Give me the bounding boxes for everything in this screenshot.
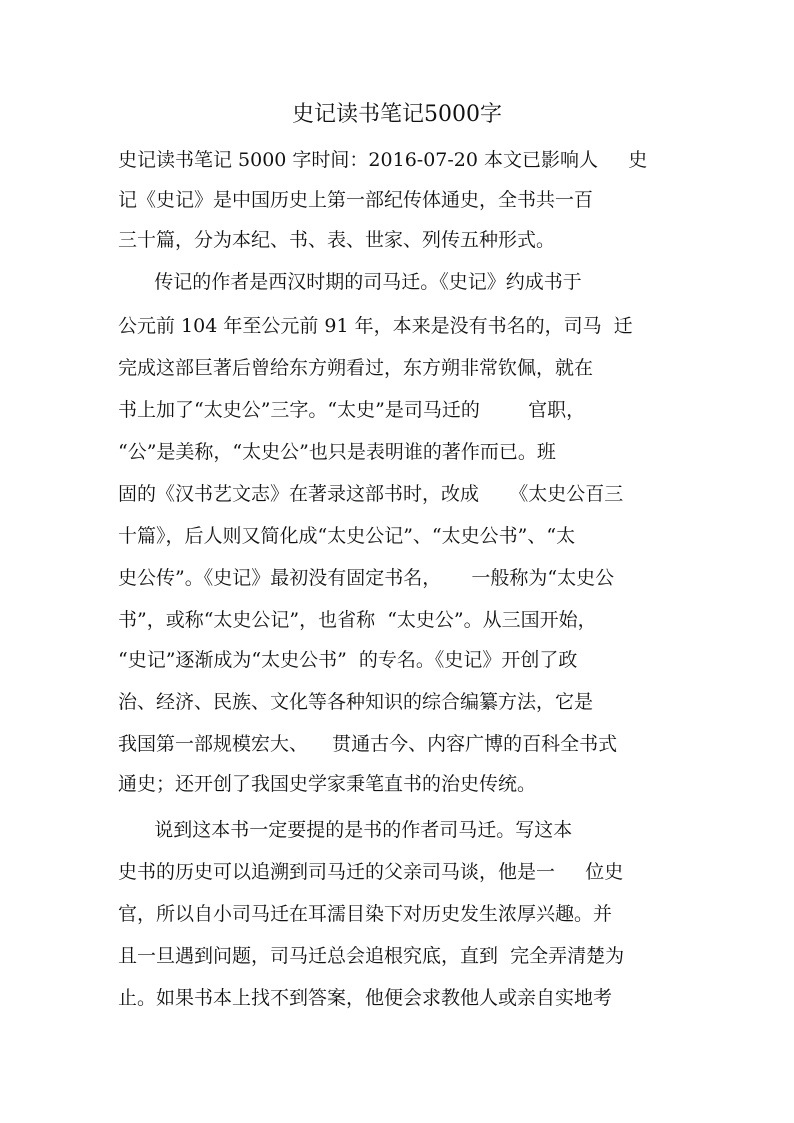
document-title: 史记读书笔记5000字 xyxy=(292,102,502,127)
body-line: 书上加了“太史公”三字。“太史”是司马迁的 官职， xyxy=(118,399,586,421)
body-line: “公”是美称，“太史公”也只是表明谁的著作而已。班 xyxy=(118,441,556,463)
body-line: 说到这本书一定要提的是书的作者司马迁。写这本 xyxy=(118,819,573,841)
body-line: 传记的作者是西汉时期的司马迁。《史记》约成书于 xyxy=(118,271,582,293)
body-line: 史书的历史可以追溯到司马迁的父亲司马谈，他是一 位史 xyxy=(118,861,624,883)
body-line: 我国第一部规模宏大、 贯通古今、内容广博的百科全书式 xyxy=(118,733,618,755)
body-line: 书”，或称“太史公记”，也省称 “太史公”。从三国开始， xyxy=(118,609,597,631)
body-line: 史公传”。《史记》最初没有固定书名， 一般称为“太史公 xyxy=(118,567,615,589)
body-line: 通史；还开创了我国史学家秉笔直书的治史传统。 xyxy=(118,773,537,795)
body-line: 完成这部巨著后曾给东方朔看过，东方朔非常钦佩，就在 xyxy=(118,357,594,379)
body-line: 固的《汉书艺文志》在著录这部书时，改成 《太史公百三 xyxy=(118,483,624,505)
body-line: “史记”逐渐成为“太史公书” 的专名。《史记》开创了政 xyxy=(118,649,578,671)
body-line: 史记读书笔记 5000 字时间：2016-07-20 本文已影响人 史 xyxy=(118,149,648,171)
body-line: 记《史记》是中国历史上第一部纪传体通史，全书共一百 xyxy=(118,189,594,211)
body-line: 官，所以自小司马迁在耳濡目染下对历史发生浓厚兴趣。并 xyxy=(118,903,613,925)
body-line: 十篇》，后人则又简化成“太史公记”、“太史公书”、“太 xyxy=(118,525,576,547)
body-line: 且一旦遇到问题，司马迁总会追根究底，直到 完全弄清楚为 xyxy=(118,945,625,967)
body-line: 治、经济、民族、文化等各种知识的综合编纂方法，它是 xyxy=(118,691,594,713)
body-line: 公元前 104 年至公元前 91 年，本来是没有书名的，司马 迁 xyxy=(118,315,633,337)
body-line: 止。如果书本上找不到答案，他便会求教他人或亲自实地考 xyxy=(118,987,613,1009)
body-line: 三十篇，分为本纪、书、表、世家、列传五种形式。 xyxy=(118,229,556,251)
